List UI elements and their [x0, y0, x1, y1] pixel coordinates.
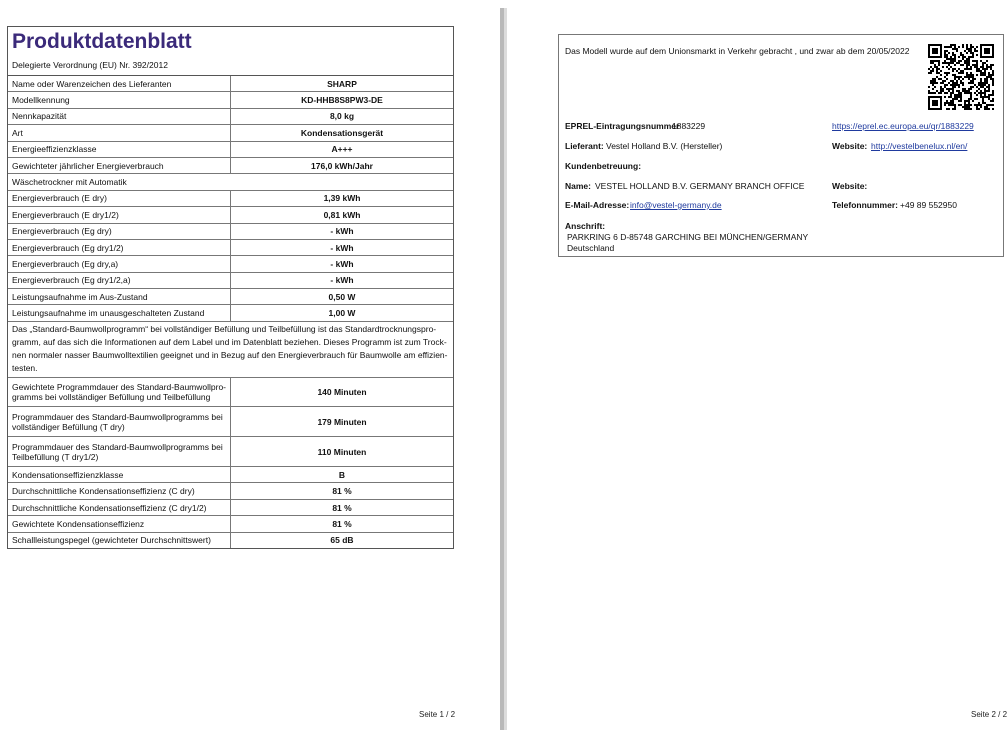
supplier-info-box — [558, 34, 1004, 257]
table-row — [8, 532, 453, 548]
eprel-link[interactable]: https://eprel.ec.europa.eu/qr/1883229 — [832, 121, 974, 131]
data-table — [8, 76, 453, 548]
row-value: 1,39 kWh — [231, 190, 454, 206]
row-value: 81 % — [231, 483, 454, 499]
table-row — [8, 483, 453, 499]
row-label: Schallleistungspegel (gewichteter Durchschnittswert) — [8, 532, 231, 548]
table-row — [8, 256, 453, 272]
table-row — [8, 190, 453, 206]
row-value: 140 Minuten — [231, 377, 454, 407]
row-value: - kWh — [231, 272, 454, 288]
row-value: 0,50 W — [231, 289, 454, 305]
row-value: Kondensationsgerät — [231, 125, 454, 141]
website-label: Website: — [832, 141, 868, 151]
row-value: - kWh — [231, 256, 454, 272]
phone-value: +49 89 552950 — [900, 200, 957, 210]
row-value: 1,00 W — [231, 305, 454, 321]
supplier-label: Lieferant: — [565, 141, 604, 151]
table-row — [8, 499, 453, 515]
table-row — [8, 516, 453, 532]
row-value: 81 % — [231, 499, 454, 515]
row-label: Energieeffizienzklasse — [8, 141, 231, 157]
customer-service-label: Kundenbetreuung: — [565, 161, 642, 171]
table-row — [8, 377, 453, 407]
standard-program-note: Das „Standard-Baumwollprogramm“ bei vollständiger Befüllung und Teilbefüllung ist das Standardtrocknungspro-gramm, auf das sich die Informationen auf dem Label und im Datenblatt beziehen. Dieses Programm ist zum Trock-nen normaler nasser Baumwolltextilien geeignet und in Bezug auf den Energieverbrauch für Baumwolle am effizien-testen. — [8, 321, 453, 377]
eprel-number: 1883229 — [672, 121, 706, 131]
page-divider — [504, 8, 507, 730]
row-label: Programmdauer des Standard-Baumwollprogramms bei Teilbefüllung (T dry1/2) — [8, 437, 231, 467]
address-line-1: PARKRING 6 D-85748 GARCHING BEI MÜNCHEN/GERMANY — [567, 232, 809, 242]
table-row — [8, 108, 453, 124]
table-row — [8, 467, 453, 483]
row-label: Durchschnittliche Kondensationseffizienz (C dry1/2) — [8, 499, 231, 515]
row-label: Kondensationseffizienzklasse — [8, 467, 231, 483]
table-row — [8, 407, 453, 437]
email-label: E-Mail-Adresse: — [565, 200, 630, 210]
row-label: Art — [8, 125, 231, 141]
eprel-label: EPREL-Eintragungsnummer — [565, 121, 680, 131]
row-label: Gewichteter jährlicher Energieverbrauch — [8, 157, 231, 173]
page-title: Produktdatenblatt — [12, 30, 192, 53]
row-label: Leistungsaufnahme im unausgeschalteten Zustand — [8, 305, 231, 321]
address-label: Anschrift: — [565, 221, 606, 231]
table-row — [8, 174, 453, 190]
row-value: A+++ — [231, 141, 454, 157]
table-row — [8, 157, 453, 173]
website-2-label: Website: — [832, 181, 868, 191]
row-label: Programmdauer des Standard-Baumwollprogramms bei vollständiger Befüllung (T dry) — [8, 407, 231, 437]
qr-code-icon — [928, 44, 994, 110]
website-link[interactable]: http://vestelbenelux.nl/en/ — [871, 141, 968, 151]
table-row — [8, 305, 453, 321]
table-row — [8, 437, 453, 467]
table-row — [8, 223, 453, 239]
row-label: Energieverbrauch (Eg dry1/2) — [8, 239, 231, 255]
address-line-2: Deutschland — [567, 243, 615, 253]
row-value: B — [231, 467, 454, 483]
row-label: Gewichtete Kondensationseffizienz — [8, 516, 231, 532]
market-date-text: Das Modell wurde auf dem Unionsmarkt in Verkehr gebracht , und zwar ab dem 20/05/2022 — [565, 46, 910, 56]
row-value: 81 % — [231, 516, 454, 532]
row-label: Modellkennung — [8, 92, 231, 108]
table-row — [8, 76, 453, 92]
table-row — [8, 125, 453, 141]
row-value: SHARP — [231, 76, 454, 92]
section-heading: Wäschetrockner mit Automatik — [8, 174, 453, 190]
row-label: Energieverbrauch (E dry1/2) — [8, 207, 231, 223]
row-label: Nennkapazität — [8, 108, 231, 124]
row-label: Durchschnittliche Kondensationseffizienz (C dry) — [8, 483, 231, 499]
row-value: - kWh — [231, 239, 454, 255]
row-value: KD-HHB8S8PW3-DE — [231, 92, 454, 108]
email-link[interactable]: info@vestel-germany.de — [630, 200, 722, 210]
supplier-value: Vestel Holland B.V. (Hersteller) — [606, 141, 723, 151]
row-label: Name oder Warenzeichen des Lieferanten — [12, 78, 172, 89]
row-label: Energieverbrauch (Eg dry1/2,a) — [8, 272, 231, 288]
row-value: 110 Minuten — [231, 437, 454, 467]
row-value: - kWh — [231, 223, 454, 239]
regulation-subtitle: Delegierte Verordnung (EU) Nr. 392/2012 — [12, 60, 168, 70]
row-value: 176,0 kWh/Jahr — [231, 157, 454, 173]
row-value: 8,0 kg — [231, 108, 454, 124]
table-row — [8, 141, 453, 157]
page-number-2: Seite 2 / 2 — [971, 710, 1008, 719]
table-row — [8, 92, 453, 108]
note-row — [8, 321, 453, 377]
table-row — [8, 239, 453, 255]
row-label: Leistungsaufnahme im Aus-Zustand — [8, 289, 231, 305]
name-value: VESTEL HOLLAND B.V. GERMANY BRANCH OFFICE — [595, 181, 805, 191]
product-data-sheet — [7, 26, 454, 549]
name-label: Name: — [565, 181, 591, 191]
title-block — [8, 27, 453, 76]
row-value: 0,81 kWh — [231, 207, 454, 223]
row-label: Energieverbrauch (Eg dry,a) — [8, 256, 231, 272]
table-row — [8, 289, 453, 305]
row-value: 65 dB — [231, 532, 454, 548]
row-label: Energieverbrauch (E dry) — [8, 190, 231, 206]
phone-label: Telefonnummer: — [832, 200, 898, 210]
table-row — [8, 207, 453, 223]
table-row — [8, 272, 453, 288]
row-value: 179 Minuten — [231, 407, 454, 437]
row-label: Energieverbrauch (Eg dry) — [8, 223, 231, 239]
page-number-1: Seite 1 / 2 — [419, 710, 456, 719]
row-label: Gewichtete Programmdauer des Standard-Baumwollpro-gramms bei vollständiger Befüllung und Teilbefüllung — [8, 377, 231, 407]
